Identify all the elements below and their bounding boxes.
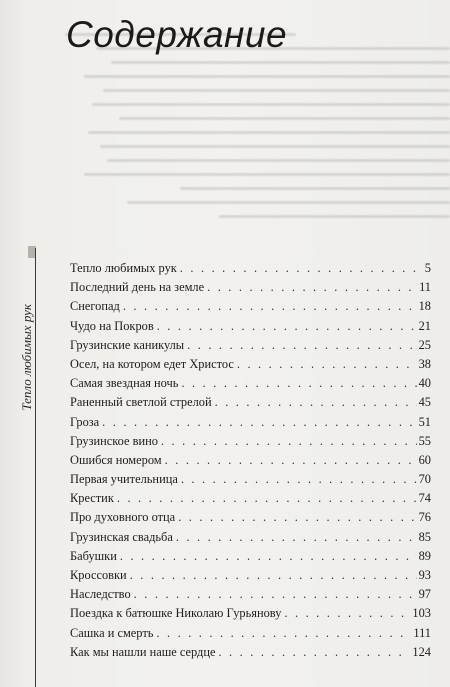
running-title-text: Тепло любимых рук [19,303,34,411]
toc-leader-dots [157,317,417,336]
toc-leader-dots [284,604,410,623]
toc-entry-page: 18 [418,299,431,314]
toc-leader-dots [181,374,416,393]
toc-entry-title: Сашка и смерть [70,625,154,640]
toc-entry-title: Наследство [70,587,131,602]
toc-entry[interactable] [70,297,431,316]
toc-entry[interactable] [70,585,431,604]
toc-entry[interactable] [70,374,431,393]
toc-entry-title: Снегопад [70,299,120,314]
toc-entry-page: 76 [418,510,431,525]
toc-entry-title: Кроссовки [70,568,127,582]
toc-entry-title: Гроза [70,414,100,429]
toc-leader-dots [215,393,417,412]
toc-entry-title: Осел, на котором едет Христос [70,356,234,371]
toc-entry-page: 5 [424,261,431,275]
toc-entry[interactable] [70,604,431,623]
toc-entry-page: 11 [419,280,431,295]
toc-entry-title: Последний день на земле [70,280,205,295]
toc-entry-page: 40 [418,376,431,391]
toc-entry-page: 21 [418,318,431,333]
toc-entry[interactable] [70,336,431,355]
toc-leader-dots [102,413,416,432]
toc-entry-page: 103 [412,606,431,621]
toc-leader-dots [120,547,417,566]
toc-leader-dots [237,355,417,374]
toc-leader-dots [134,585,417,604]
toc-entry[interactable] [70,278,431,297]
toc-entry-title: Грузинская свадьба [70,529,173,544]
toc-leader-dots [165,451,417,470]
toc-entry[interactable] [70,355,431,374]
toc-entry[interactable] [70,624,431,643]
toc-entry-page: 85 [418,529,431,544]
toc-entry-title: Как мы нашли наше сердце [70,644,216,659]
table-of-contents [70,259,431,662]
toc-leader-dots [123,297,417,316]
toc-entry-title: Ошибся номером [70,452,162,467]
toc-entry[interactable] [70,489,431,508]
toc-leader-dots [187,336,416,355]
toc-entry[interactable] [70,566,431,585]
toc-entry[interactable] [70,470,431,489]
toc-entry[interactable] [70,393,431,412]
toc-entry-title: Тепло любимых рук [70,261,177,275]
toc-entry-page: 25 [418,337,431,352]
toc-leader-dots [207,278,417,297]
toc-leader-dots [181,470,417,489]
toc-entry-page: 55 [418,433,431,448]
running-title [14,262,40,452]
toc-entry-title: Грузинские каникулы [70,337,185,352]
toc-entry-page: 51 [418,414,431,429]
toc-entry[interactable] [70,451,431,470]
toc-entry[interactable] [70,413,431,432]
toc-entry-page: 111 [413,625,431,640]
toc-entry-page: 70 [418,472,431,487]
toc-entry-title: Самая звездная ночь [70,376,179,391]
toc-entry[interactable] [70,508,431,527]
toc-entry-page: 93 [418,568,431,582]
toc-entry-title: Раненный светлой стрелой [70,395,212,410]
toc-leader-dots [161,432,417,451]
toc-entry[interactable] [70,317,431,336]
toc-entry-title: Про духовного отца [70,510,176,525]
toc-leader-dots [178,508,416,527]
toc-entry-page: 38 [418,356,431,371]
toc-entry-title: Грузинское вино [70,433,158,448]
toc-entry-page: 74 [418,491,431,506]
toc-leader-dots [180,259,423,278]
toc-leader-dots [218,643,410,662]
toc-entry-page: 60 [418,452,431,467]
toc-entry[interactable] [70,432,431,451]
toc-entry-title: Крестик [70,491,114,506]
toc-entry-page: 124 [412,644,431,659]
toc-entry[interactable] [70,528,431,547]
toc-entry[interactable] [70,547,431,566]
toc-entry-title: Первая учительница [70,472,178,487]
toc-leader-dots [130,566,417,585]
toc-entry-page: 89 [418,548,431,563]
toc-entry-title: Поездка к батюшке Николаю Гурьянову [70,606,282,621]
toc-entry[interactable] [70,643,431,662]
toc-entry-title: Чудо на Покров [70,318,154,333]
show-through-text [65,22,450,252]
toc-entry[interactable] [70,259,431,278]
toc-entry-page: 97 [418,587,431,602]
toc-leader-dots [156,624,411,643]
toc-leader-dots [176,528,417,547]
toc-entry-page: 45 [418,395,431,410]
toc-leader-dots [117,489,417,508]
toc-entry-title: Бабушки [70,548,117,563]
page-title: Содержание [66,14,288,55]
